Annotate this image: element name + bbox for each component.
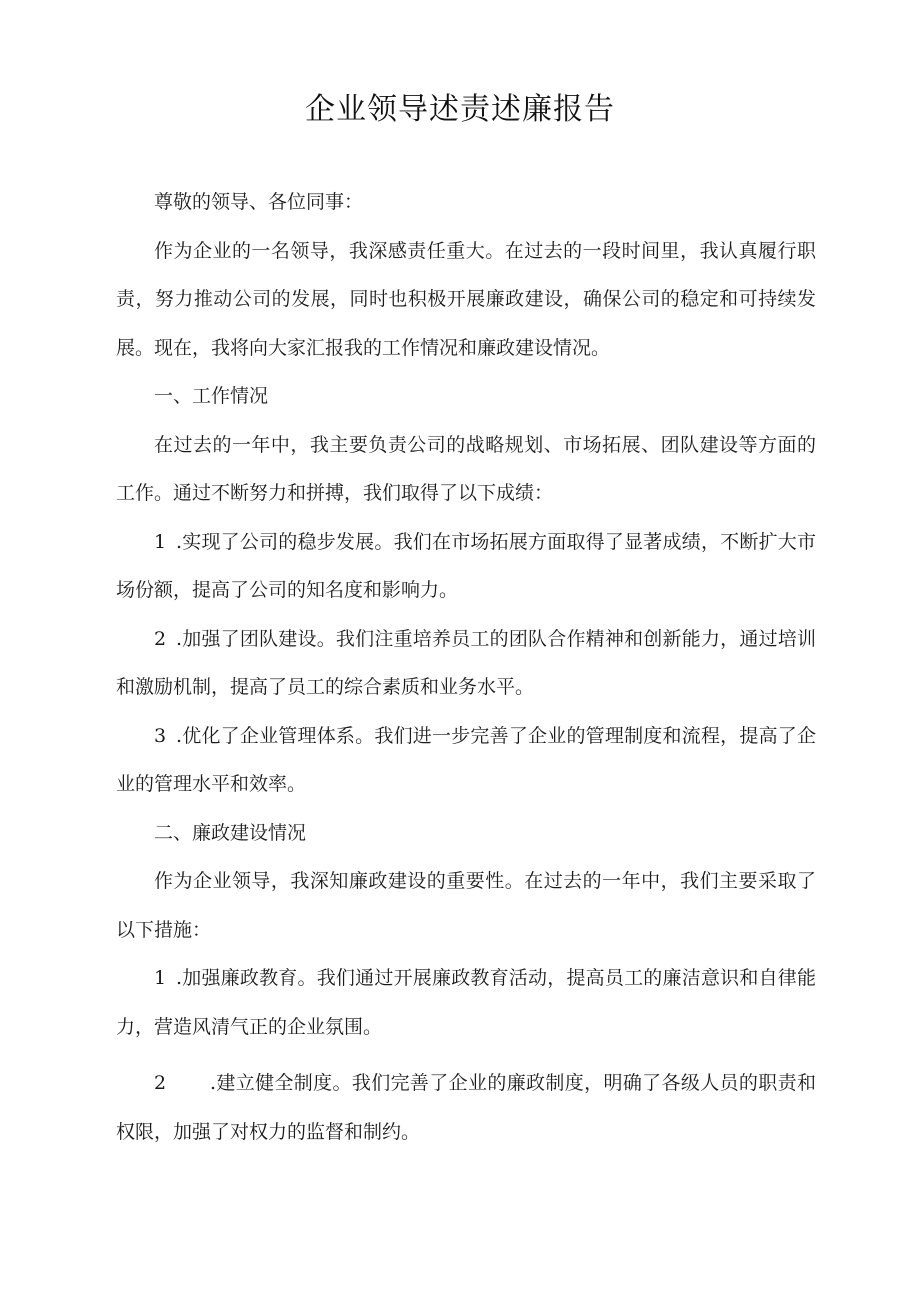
list-item-text: .建立健全制度。我们完善了企业的廉政制度，明确了各级人员的职责和权限，加强了对权力的监督和制约。 (116, 1072, 816, 1143)
intro-paragraph: 作为企业的一名领导，我深感责任重大。在过去的一段时间里，我认真履行职责，努力推动公司的发展，同时也积极开展廉政建设，确保公司的稳定和可持续发展。现在，我将向大家汇报我的工作情况和廉政建设情况。 (116, 239, 816, 359)
list-item (116, 712, 816, 809)
document-title: 企业领导述责述廉报告 (305, 92, 615, 127)
section-heading-work: 一、工作情况 (154, 385, 269, 407)
list-item-number: 2 (154, 1072, 167, 1094)
list-item (116, 1059, 816, 1156)
salutation: 尊敬的领导、各位同事： (154, 191, 364, 213)
section-intro-integrity: 作为企业领导，我深知廉政建设的重要性。在过去的一年中，我们主要采取了以下措施： (116, 870, 816, 941)
section-heading-integrity: 二、廉政建设情况 (154, 821, 307, 844)
section-intro-work: 在过去的一年中，我主要负责公司的战略规划、市场拓展、团队建设等方面的工作。通过不断努力和拼搏，我们取得了以下成绩： (116, 433, 816, 504)
list-item-number: 1 (154, 530, 167, 553)
list-item-text: .实现了公司的稳步发展。我们在市场拓展方面取得了显著成绩，不断扩大市场份额，提高了公司的知名度和影响力。 (116, 530, 816, 601)
list-item (116, 615, 816, 712)
list-item-number: 2 (154, 627, 167, 650)
document-body (116, 178, 816, 1156)
list-item-text: .加强廉政教育。我们通过开展廉政教育活动，提高员工的廉洁意识和自律能力，营造风清气正的企业氛围。 (116, 967, 816, 1038)
list-item-number: 3 (154, 724, 167, 747)
list-item (116, 518, 816, 615)
list-item-number: 1 (154, 967, 167, 989)
list-item-text: .优化了企业管理体系。我们进一步完善了企业的管理制度和流程，提高了企业的管理水平和效率。 (116, 724, 816, 795)
list-item-text: .加强了团队建设。我们注重培养员工的团队合作精神和创新能力，通过培训和激励机制，提高了员工的综合素质和业务水平。 (116, 627, 816, 698)
list-item (116, 954, 816, 1051)
